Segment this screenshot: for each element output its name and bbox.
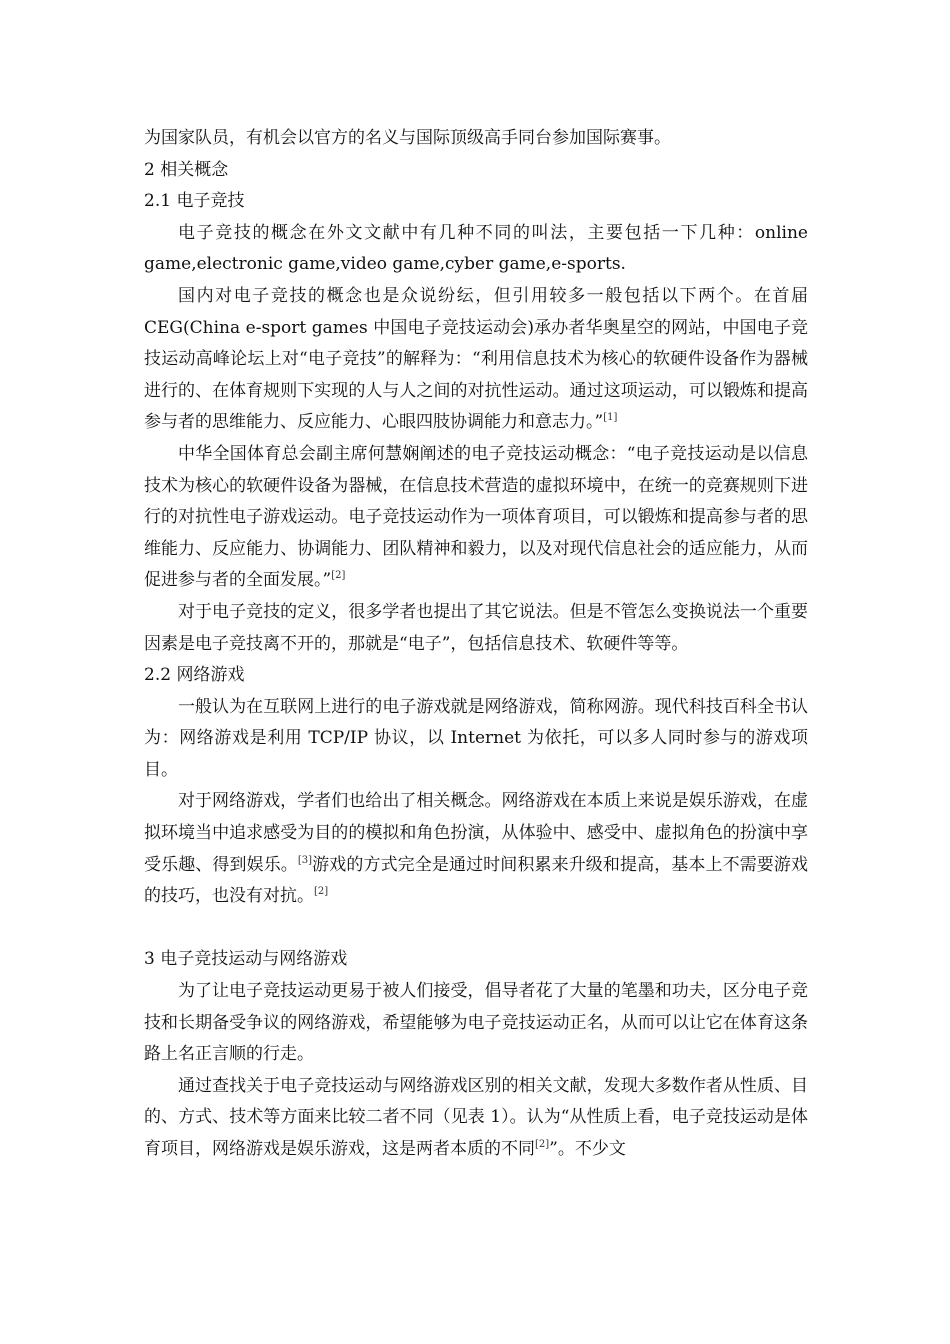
paragraph-literature-comparison	[144, 1071, 808, 1166]
section-heading-3: 3 电子竞技运动与网络游戏	[144, 949, 348, 970]
document-body	[144, 123, 808, 1166]
paragraph-esports-other-definitions: 对于电子竞技的定义，很多学者也提出了其它说法。但是不管怎么变换说法一个重要因素是电子竞技离不开的，那就是“电子”，包括信息技术、软硬件等等。	[144, 601, 808, 654]
paragraph-distinguish-esports: 为了让电子竞技运动更易于被人们接受，倡导者花了大量的笔墨和功夫，区分电子竞技和长期备受争议的网络游戏，希望能够为电子竞技运动正名，从而可以让它在体育这条路上名正言顺的行走。	[144, 981, 808, 1065]
citation-ref: [3]	[297, 854, 313, 866]
section-heading-2-2: 2.2 网络游戏	[144, 665, 245, 686]
citation-ref: [2]	[314, 886, 329, 898]
section-heading-2-1: 2.1 电子竞技	[144, 191, 245, 212]
citation-ref: [2]	[331, 570, 346, 582]
paragraph-esports-definition-he	[144, 439, 808, 597]
paragraph-text: 国内对电子竞技的概念也是众说纷纭，但引用较多一般包括以下两个。在首届 CEG(China e-sport games 中国电子竞技运动会)承办者华奥星空的网站，中国电子竞技运动高峰论坛上对“电子竞技”的解释为：“利用信息技术为核心的软硬件设备作为器械进行的、在体育规则下实现的人与人之间的对抗性运动。通过这项运动，可以锻炼和提高参与者的思维能力、反应能力、心眼四肢协调能力和意志力。”	[144, 285, 808, 433]
paragraph-text: 中华全国体育总会副主席何慧娴阐述的电子竞技运动概念：“电子竞技运动是以信息技术为核心的软硬件设备为器械，在信息技术营造的虚拟环境中，在统一的竞赛规则下进行的对抗性电子游戏运动。电子竞技运动作为一项体育项目，可以锻炼和提高参与者的思维能力、反应能力、协调能力、团队精神和毅力，以及对现代信息社会的适应能力，从而促进参与者的全面发展。”	[144, 443, 808, 591]
paragraph-esports-definition-ceg	[144, 281, 808, 439]
section-heading-2: 2 相关概念	[144, 159, 229, 180]
citation-ref: [2]	[535, 1139, 550, 1150]
paragraph-continuation: 为国家队员，有机会以官方的名义与国际顶级高手同台参加国际赛事。	[144, 128, 671, 148]
paragraph-esports-terms: 电子竞技的概念在外文文献中有几种不同的叫法，主要包括一下几种：online game,electronic game,video game,cyber game,e-sports.	[144, 222, 808, 275]
citation-ref: [1]	[603, 412, 618, 424]
blank-line	[144, 913, 808, 945]
paragraph-text: 游戏的方式完全是通过时间积累来升级和提高，基本上不需要游戏的技巧，也没有对抗。	[144, 854, 808, 907]
paragraph-text: ”。不少文	[549, 1139, 626, 1159]
paragraph-text: 对于网络游戏，学者们也给出了相关概念。网络游戏在本质上来说是娱乐游戏，在虚拟环境当中追求感受为目的的模拟和角色扮演，从体验中、感受中、虚拟角色的扮演中享受乐趣、得到娱乐。	[144, 791, 808, 875]
paragraph-text: 通过查找关于电子竞技运动与网络游戏区别的相关文献，发现大多数作者从性质、目的、方式、技术等方面来比较二者不同（见表 1）。认为“从性质上看，电子竞技运动是体育项目，网络游戏是娱乐游戏，这是两者本质的不同	[144, 1075, 808, 1159]
paragraph-online-game-concept	[144, 786, 808, 912]
paragraph-online-game-definition: 一般认为在互联网上进行的电子游戏就是网络游戏，简称网游。现代科技百科全书认为：网络游戏是利用 TCP/IP 协议，以 Internet 为依托，可以多人同时参与的游戏项目。	[144, 696, 808, 780]
